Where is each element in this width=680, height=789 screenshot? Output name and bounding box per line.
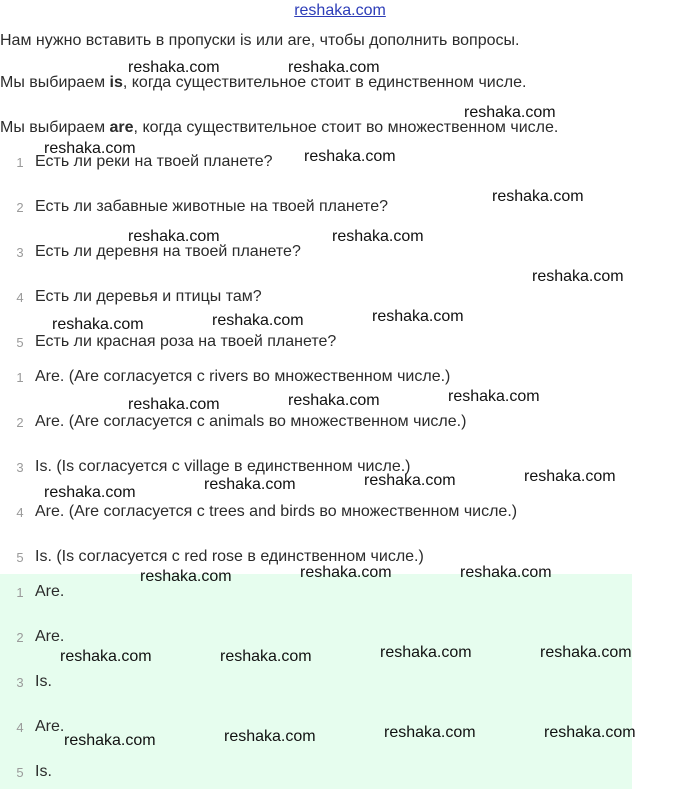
watermark: reshaka.com (544, 724, 636, 741)
watermark: reshaka.com (464, 104, 556, 121)
watermark: reshaka.com (524, 468, 616, 485)
are-keyword: are (109, 119, 134, 136)
watermark: reshaka.com (332, 228, 424, 245)
watermark: reshaka.com (300, 564, 392, 581)
watermark: reshaka.com (44, 140, 136, 157)
watermark: reshaka.com (44, 484, 136, 501)
intro-line-3: Мы выбираем are, когда существительное стоит во множественном числе. (0, 119, 559, 136)
watermark: reshaka.com (212, 312, 304, 329)
is-keyword: is (109, 74, 123, 91)
intro-line-2: Мы выбираем is, когда существительное стоит в единственном числе. (0, 74, 527, 91)
watermark: reshaka.com (532, 268, 624, 285)
watermark: reshaka.com (304, 148, 396, 165)
watermark: reshaka.com (60, 648, 152, 665)
watermark: reshaka.com (372, 308, 464, 325)
watermark: reshaka.com (128, 59, 220, 76)
site-header-link[interactable]: reshaka.com (294, 2, 386, 19)
watermark: reshaka.com (140, 568, 232, 585)
watermark: reshaka.com (128, 228, 220, 245)
watermark: reshaka.com (384, 724, 476, 741)
watermark: reshaka.com (448, 388, 540, 405)
watermark: reshaka.com (492, 188, 584, 205)
watermark: reshaka.com (288, 59, 380, 76)
watermark: reshaka.com (204, 476, 296, 493)
watermark: reshaka.com (52, 316, 144, 333)
watermark: reshaka.com (460, 564, 552, 581)
watermark: reshaka.com (364, 472, 456, 489)
watermark: reshaka.com (220, 648, 312, 665)
watermark: reshaka.com (380, 644, 472, 661)
watermark: reshaka.com (288, 392, 380, 409)
watermark: reshaka.com (64, 732, 156, 749)
answers-panel (0, 574, 632, 789)
watermark: reshaka.com (128, 396, 220, 413)
watermark: reshaka.com (224, 728, 316, 745)
watermark: reshaka.com (540, 644, 632, 661)
intro-line-1: Нам нужно вставить в пропуски is или are, чтобы дополнить вопросы. (0, 32, 520, 49)
